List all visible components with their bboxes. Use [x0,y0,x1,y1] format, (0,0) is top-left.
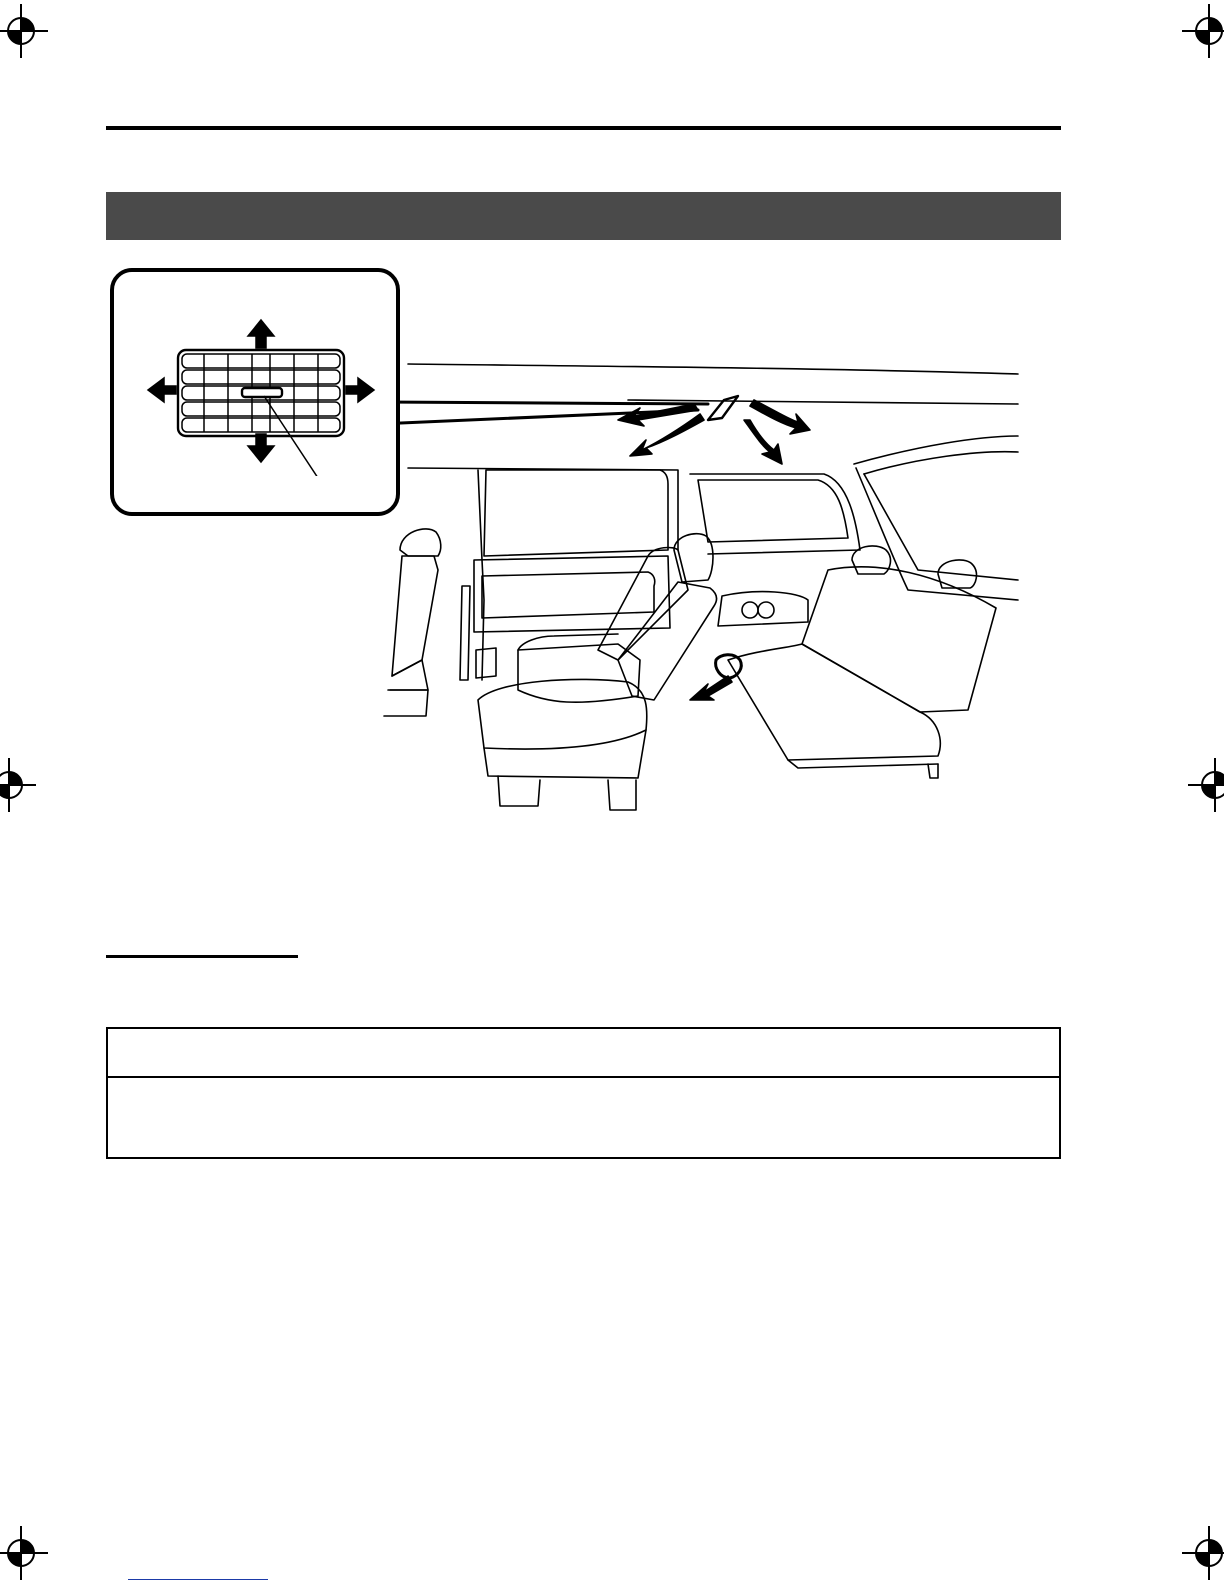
note-table-body [108,1078,1059,1158]
footer-link-line [128,1579,268,1580]
air-vent-icon [146,316,376,476]
subheading-underline [106,955,298,958]
registration-mark-icon-bottom-left [0,1526,48,1580]
registration-mark-icon-mid-right [1188,758,1224,812]
header-rule [106,126,1061,130]
section-banner [106,192,1061,240]
vent-detail-inset [110,268,400,516]
vehicle-interior-illustration [378,360,1020,826]
registration-mark-icon-top-left [0,4,48,58]
note-table-header [108,1029,1059,1078]
registration-mark-icon-top-right [1182,4,1224,58]
registration-mark-icon-bottom-right [1182,1526,1224,1580]
registration-mark-icon-mid-left [0,758,36,812]
note-table [106,1027,1061,1159]
